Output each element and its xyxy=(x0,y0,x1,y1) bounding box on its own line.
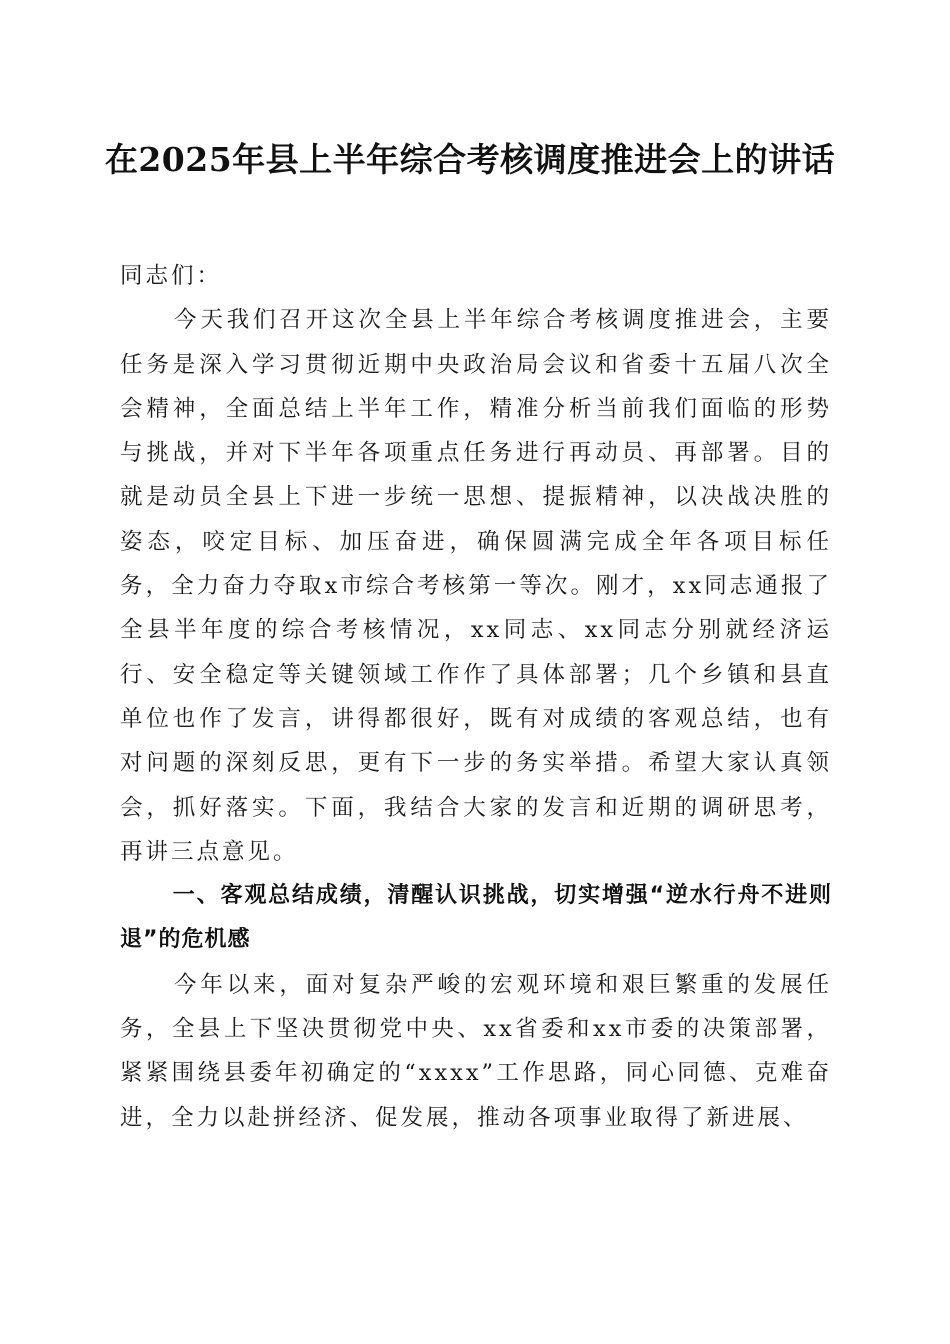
salutation: 同志们： xyxy=(120,263,223,289)
opening-paragraph: 今天我们召开这次全县上半年综合考核调度推进会，主要任务是深入学习贯彻近期中央政治局会议和省委十五届八次全会精神，全面总结上半年工作，精准分析当前我们面临的形势与挑战，并对下半年各项重点任务进行再动员、再部署。目的就是动员全县上下进一步统一思想、提振精神，以决战决胜的姿态，咬定目标、加压奋进，确保圆满完成全年各项目标任务，全力奋力夺取x市综合考核第一等次。刚才，xx同志通报了全县半年度的综合考核情况，xx同志、xx同志分别就经济运行、安全稳定等关键领域工作作了具体部署；几个乡镇和县直单位也作了发言，讲得都很好，既有对成绩的客观总结，也有对问题的深刻反思，更有下一步的务实举措。希望大家认真领会，抓好落实。下面，我结合大家的发言和近期的调研思考，再讲三点意见。 xyxy=(120,307,832,865)
document-title: 在2025年县上半年综合考核调度推进会上的讲话 xyxy=(104,140,836,179)
section-1-paragraph: 今年以来，面对复杂严峻的宏观环境和艰巨繁重的发展任务，全县上下坚决贯彻党中央、xx省委和xx市委的决策部署，紧紧围绕县委年初确定的“xxxx”工作思路，同心同德、克难奋进，全力以赴拼经济、促发展，推动各项事业取得了新进展、 xyxy=(120,971,832,1131)
document-body xyxy=(120,254,832,1140)
section-heading-1: 一、客观总结成绩，清醒认识挑战，切实增强“逆水行舟不进则退”的危机感 xyxy=(120,883,832,953)
